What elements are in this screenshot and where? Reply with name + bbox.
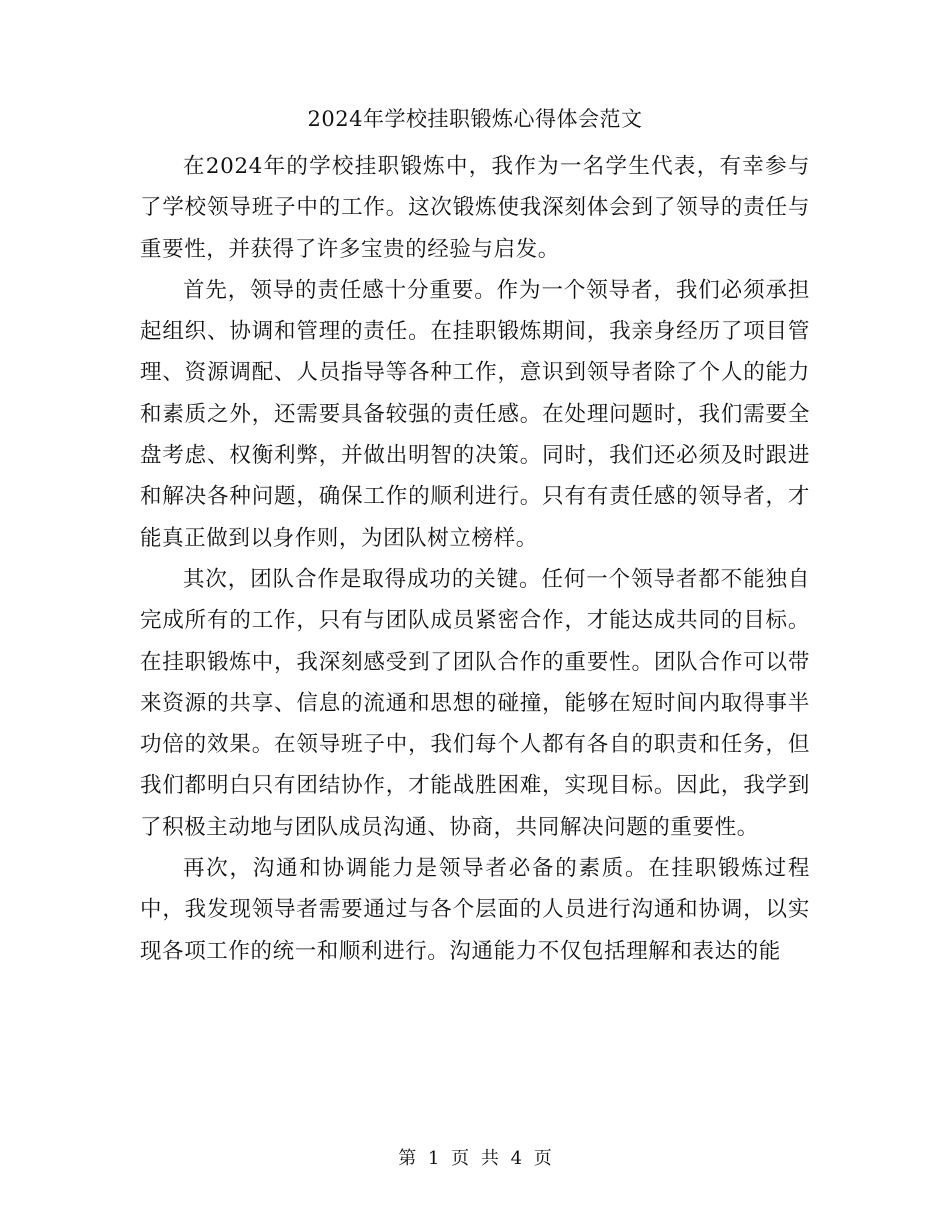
paragraph-intro: 在2024年的学校挂职锻炼中，我作为一名学生代表，有幸参与了学校领导班子中的工作。这次锻炼使我深刻体会到了领导的责任与重要性，并获得了许多宝贵的经验与启发。 (140, 154, 810, 262)
document-title: 2024年学校挂职锻炼心得体会范文 (307, 107, 643, 131)
paragraph-communication: 再次，沟通和协调能力是领导者必备的素质。在挂职锻炼过程中，我发现领导者需要通过与各个层面的人员进行沟通和协调，以实现各项工作的统一和顺利进行。沟通能力不仅包括理解和表达的能 (140, 856, 810, 964)
page-footer: 第 1 页 共 4 页 (398, 1148, 552, 1169)
paragraph-teamwork: 其次，团队合作是取得成功的关键。任何一个领导者都不能独自完成所有的工作，只有与团队成员紧密合作，才能达成共同的目标。在挂职锻炼中，我深刻感受到了团队合作的重要性。团队合作可以带来资源的共享、信息的流通和思想的碰撞，能够在短时间内取得事半功倍的效果。在领导班子中，我们每个人都有各自的职责和任务，但我们都明白只有团结协作，才能战胜困难，实现目标。因此，我学到了积极主动地与团队成员沟通、协商，共同解决问题的重要性。 (140, 566, 810, 840)
paragraph-responsibility: 首先，领导的责任感十分重要。作为一个领导者，我们必须承担起组织、协调和管理的责任。在挂职锻炼期间，我亲身经历了项目管理、资源调配、人员指导等各种工作，意识到领导者除了个人的能力和素质之外，还需要具备较强的责任感。在处理问题时，我们需要全盘考虑、权衡利弊，并做出明智的决策。同时，我们还必须及时跟进和解决各种问题，确保工作的顺利进行。只有有责任感的领导者，才能真正做到以身作则，为团队树立榜样。 (140, 277, 810, 551)
document-body (140, 146, 810, 972)
